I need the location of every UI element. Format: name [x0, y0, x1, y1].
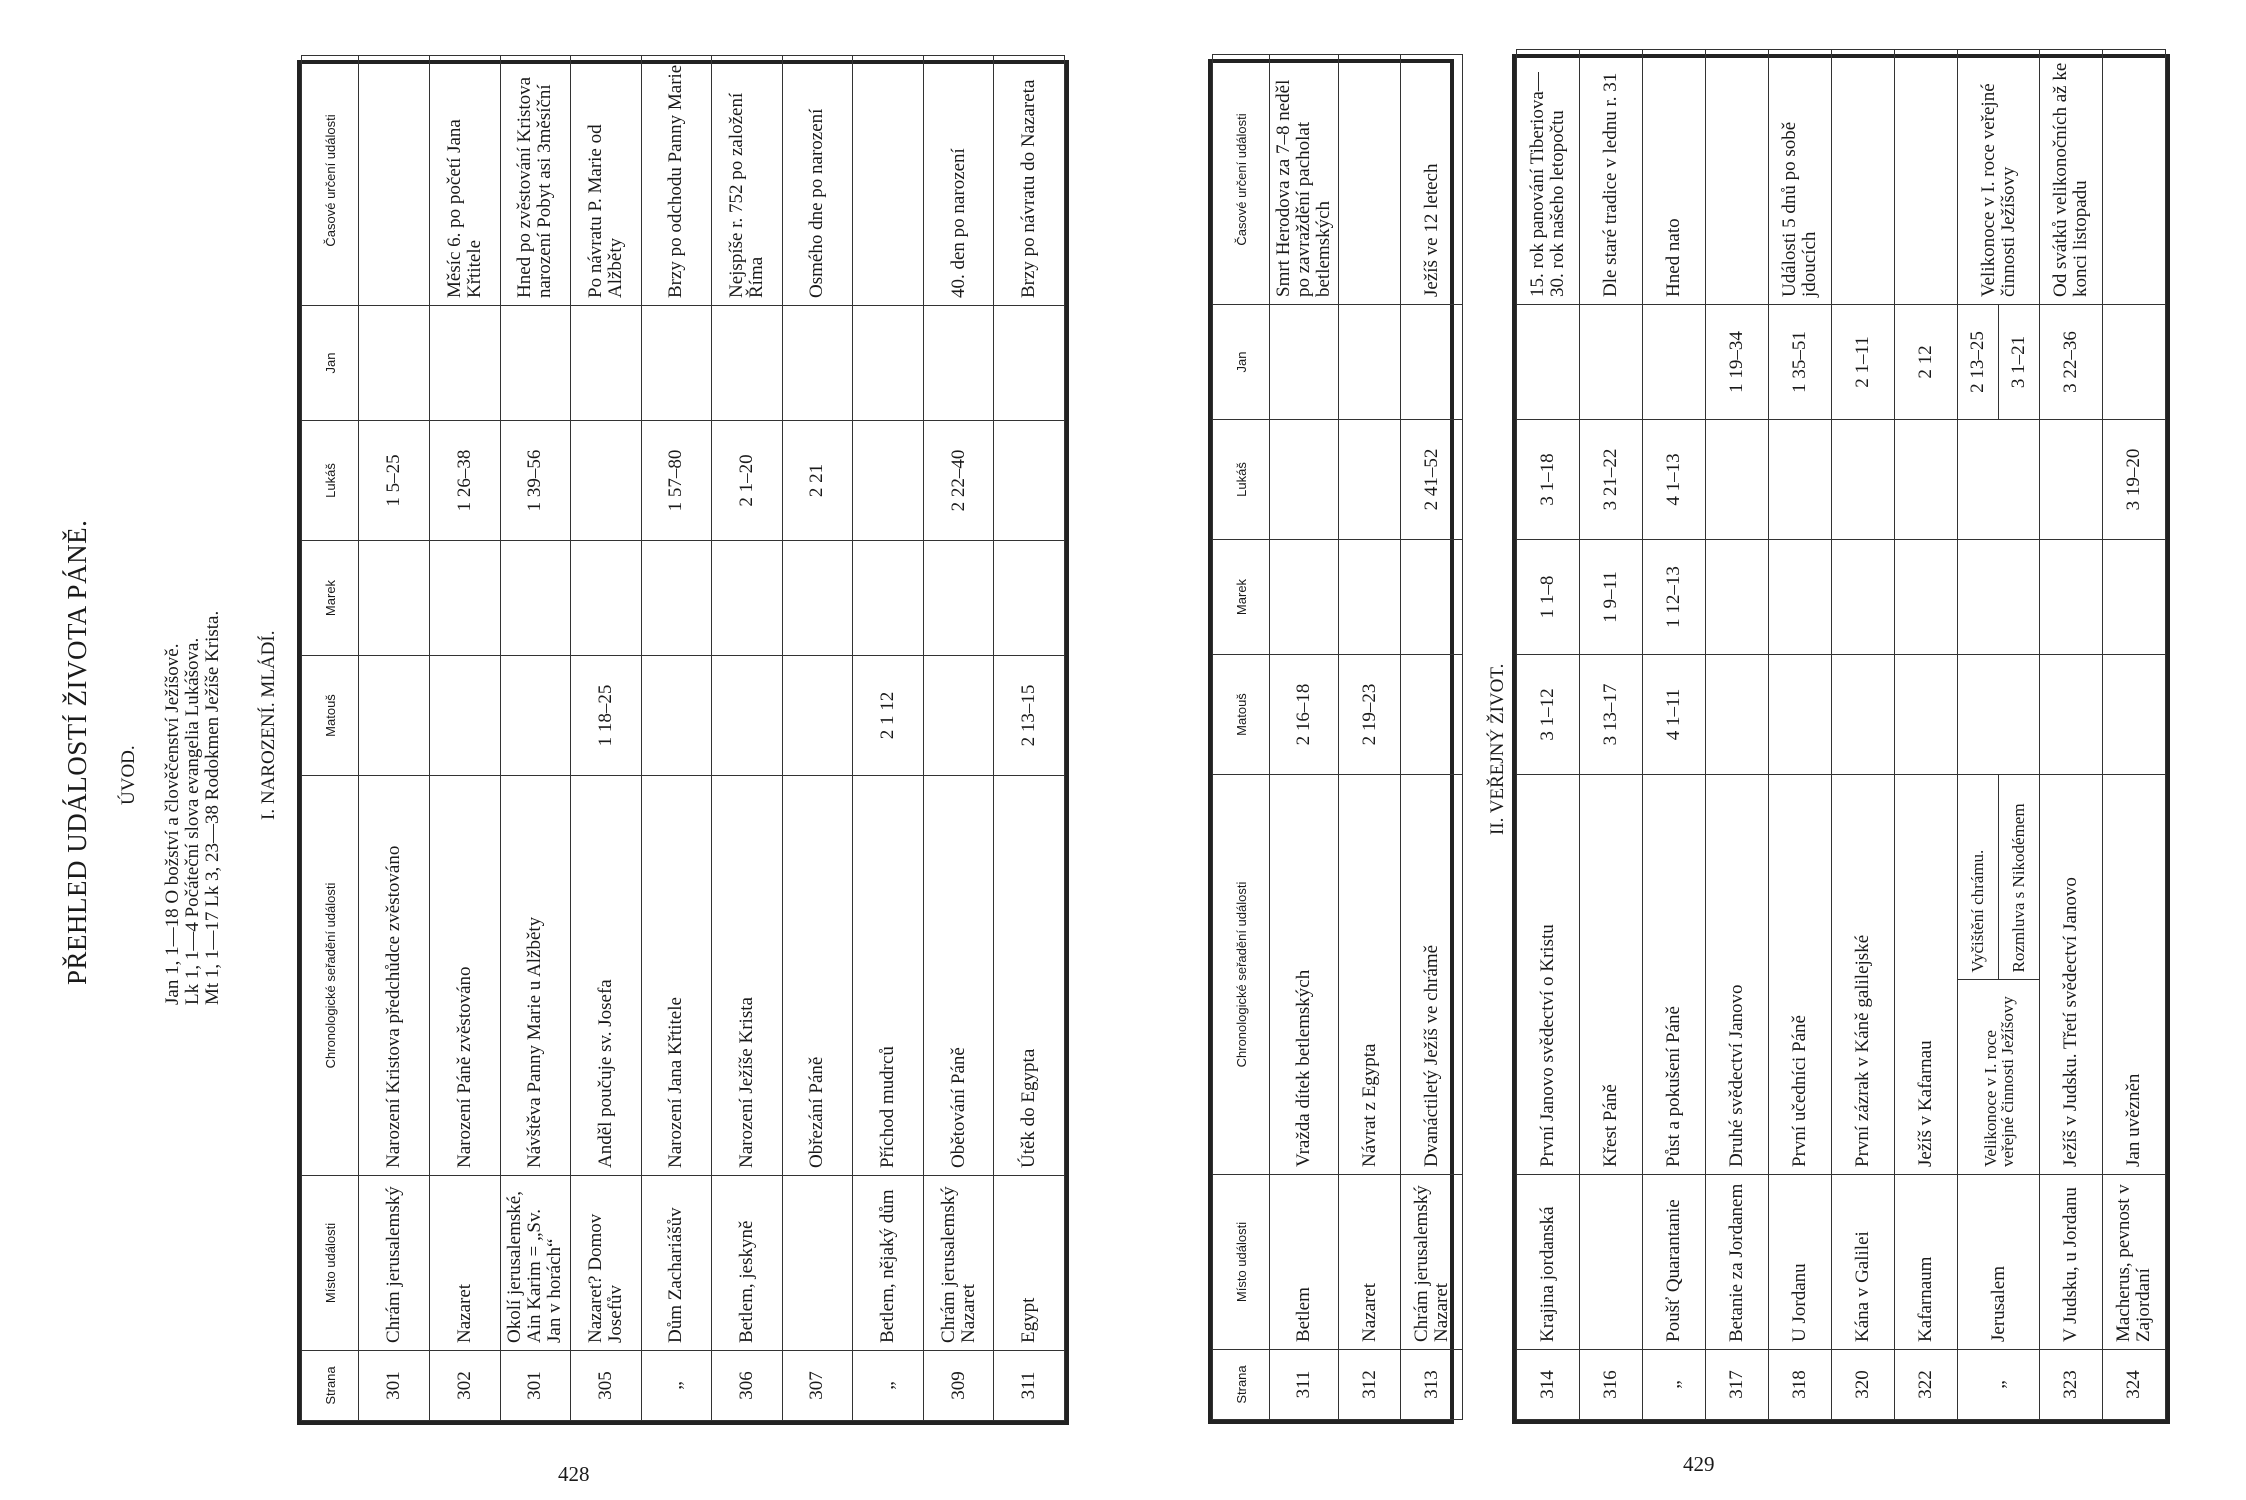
cell-strana: 306: [712, 1351, 783, 1421]
cell-misto: Egypt: [994, 1176, 1065, 1351]
cell-strana: 311: [994, 1351, 1065, 1421]
cell-jan: [994, 306, 1065, 421]
cell-matous: 3 13–17: [1580, 655, 1643, 775]
section-heading-2: II. VEŘEJNÝ ŽIVOT.: [1487, 663, 1508, 835]
header-marek: Marek: [1213, 540, 1270, 655]
cell-lukas: [1339, 420, 1401, 540]
cell-strana: 316: [1580, 1350, 1643, 1420]
cell-matous: 2 13–15: [994, 656, 1065, 776]
cell-jan: [712, 306, 783, 421]
table-row: [2039, 50, 2102, 1420]
cell-misto: Krajina jordanská: [1517, 1175, 1580, 1350]
table-row: [1895, 50, 1958, 1420]
cell-misto: Betlem, nějaký dům: [853, 1176, 924, 1351]
cell-matous: 2 1 12: [853, 656, 924, 776]
cell-marek: [500, 541, 571, 656]
cell-chrono: První Janovo svědectví o Kristu: [1517, 775, 1580, 1175]
cell-casove: [1832, 50, 1895, 305]
cell-lukas: [1958, 420, 2039, 540]
cell-casove: Brzy po odchodu Panny Marie: [641, 56, 712, 306]
intro-line-2: Lk 1, 1—4 Počáteční slova evangelia Lukášova.: [182, 637, 203, 1005]
cell-marek: [359, 541, 430, 656]
cell-strana: 318: [1769, 1350, 1832, 1420]
cell-chrono: Narození Ježíše Krista: [712, 776, 783, 1176]
cell-matous: [1832, 655, 1895, 775]
table-row: [994, 56, 1065, 1421]
header-jan: Jan: [302, 306, 359, 421]
header-casove: Časové určení události: [1213, 55, 1270, 305]
cell-marek: [1339, 540, 1401, 655]
cell-lukas: 1 39–56: [500, 421, 571, 541]
cell-jan: [641, 306, 712, 421]
cell-matous: [500, 656, 571, 776]
cell-lukas: [1270, 420, 1339, 540]
cell-casove: Ježíš ve 12 letech: [1401, 55, 1463, 305]
cell-chrono: Druhé svědectví Janovo: [1706, 775, 1769, 1175]
cell-lukas: [1832, 420, 1895, 540]
cell-chrono: Křest Páně: [1580, 775, 1643, 1175]
table-row: [1958, 50, 1999, 1420]
header-marek: Marek: [302, 541, 359, 656]
header-chrono: Chronologické seřadění události: [1213, 775, 1270, 1175]
cell-strana: 305: [571, 1351, 642, 1421]
cell-marek: [782, 541, 853, 656]
table-verejny-zivot: [1512, 54, 2170, 1424]
cell-casove: [1339, 55, 1401, 305]
cell-lukas: [1769, 420, 1832, 540]
cell-jan: 3 22–36: [2039, 305, 2102, 420]
header-misto: Místo události: [1213, 1175, 1270, 1350]
cell-jan: [1517, 305, 1580, 420]
cell-chrono: Ježíš v Kafarnau: [1895, 775, 1958, 1175]
table-row: [1706, 50, 1769, 1420]
cell-chrono-main: Velikonoce v I. roce veřejné činnosti Ježíšovy: [1958, 980, 2038, 1174]
cell-misto: Chrám jerusalemský: [359, 1176, 430, 1351]
cell-misto: Kafarnaum: [1895, 1175, 1958, 1350]
cell-lukas: [571, 421, 642, 541]
cell-lukas: 1 26–38: [429, 421, 500, 541]
table-row: [782, 56, 853, 1421]
intro-line-1: Jan 1, 1—18 O božství a člověčenství Ježíšově.: [162, 643, 183, 1005]
cell-misto: Okolí jerusalemské, Ain Karim = „Sv. Jan v horách“: [500, 1176, 571, 1351]
table-row: [1339, 55, 1401, 1420]
cell-marek: 1 12–13: [1643, 540, 1706, 655]
cell-strana: 313: [1401, 1350, 1463, 1420]
table-mladi: [1208, 59, 1454, 1424]
header-lukas: Lukáš: [1213, 420, 1270, 540]
cell-matous: 2 16–18: [1270, 655, 1339, 775]
cell-casove: 40. den po narození: [923, 56, 994, 306]
intro-heading: ÚVOD.: [118, 745, 139, 805]
cell-casove: Měsíc 6. po početí Jana Křtitele: [429, 56, 500, 306]
cell-matous: [1895, 655, 1958, 775]
cell-lukas: 3 21–22: [1580, 420, 1643, 540]
cell-matous: 1 18–25: [571, 656, 642, 776]
cell-matous: [923, 656, 994, 776]
cell-lukas: 2 1–20: [712, 421, 783, 541]
header-matous: Matouš: [1213, 655, 1270, 775]
cell-jan: 1 35–51: [1769, 305, 1832, 420]
cell-misto: Dům Zachariášův: [641, 1176, 712, 1351]
cell-matous: 2 19–23: [1339, 655, 1401, 775]
header-casove: Časové určení události: [302, 56, 359, 306]
cell-misto: Jerusalem: [1958, 1175, 2039, 1350]
cell-misto: Macherus, pevnost v Zajordaní: [2102, 1175, 2165, 1350]
cell-lukas: 2 22–40: [923, 421, 994, 541]
cell-casove: Nejspíše r. 752 po založení Říma: [712, 56, 783, 306]
page-number-left: 428: [558, 1462, 590, 1486]
cell-casove: Brzy po návratu do Nazareta: [994, 56, 1065, 306]
cell-jan: [571, 306, 642, 421]
cell-lukas: [994, 421, 1065, 541]
cell-chrono: Narození Kristova předchůdce zvěstováno: [359, 776, 430, 1176]
table-narozeni: [297, 60, 1069, 1425]
cell-misto: V Judsku, u Jordanu: [2039, 1175, 2102, 1350]
cell-casove: 15. rok panování Tiberiova—30. rok našeho letopočtu: [1517, 50, 1580, 305]
cell-marek: [571, 541, 642, 656]
cell-lukas: [1706, 420, 1769, 540]
cell-strana: 302: [429, 1351, 500, 1421]
cell-marek: [923, 541, 994, 656]
table-row: [923, 56, 994, 1421]
cell-lukas: [1895, 420, 1958, 540]
table-row: [2102, 50, 2165, 1420]
table-row: [712, 56, 783, 1421]
cell-chrono: Dvanáctiletý Ježíš ve chrámě: [1401, 775, 1463, 1175]
cell-misto: Betlem, jeskyně: [712, 1176, 783, 1351]
cell-misto: [782, 1176, 853, 1351]
cell-matous: [782, 656, 853, 776]
cell-marek: [429, 541, 500, 656]
cell-matous: [1706, 655, 1769, 775]
page-number-right: 429: [1683, 1452, 1715, 1476]
cell-jan: [429, 306, 500, 421]
cell-matous: 3 1–12: [1517, 655, 1580, 775]
cell-marek: [712, 541, 783, 656]
header-lukas: Lukáš: [302, 421, 359, 541]
cell-matous: [1401, 655, 1463, 775]
cell-marek: [641, 541, 712, 656]
header-matous: Matouš: [302, 656, 359, 776]
cell-marek: [1401, 540, 1463, 655]
cell-marek: [1895, 540, 1958, 655]
cell-misto: Chrám jerusalemský Nazaret: [923, 1176, 994, 1351]
header-strana: Strana: [1213, 1350, 1270, 1420]
cell-chrono: Narození Jana Křtitele: [641, 776, 712, 1176]
cell-jan: [2102, 305, 2165, 420]
cell-jan: [359, 306, 430, 421]
cell-strana: „: [1958, 1350, 2039, 1420]
cell-jan: [1580, 305, 1643, 420]
cell-matous: [359, 656, 430, 776]
cell-casove: Hned po zvěstování Kristova narození Pobyt asi 3měsíční: [500, 56, 571, 306]
cell-matous: [2102, 655, 2165, 775]
cell-lukas: 1 5–25: [359, 421, 430, 541]
table-row: [1580, 50, 1643, 1420]
cell-marek: 1 1–8: [1517, 540, 1580, 655]
cell-matous: 4 1–11: [1643, 655, 1706, 775]
cell-chrono: [1958, 775, 2039, 1175]
cell-chrono: Vražda dítek betlemských: [1270, 775, 1339, 1175]
cell-marek: [994, 541, 1065, 656]
cell-jan: [782, 306, 853, 421]
cell-strana: 317: [1706, 1350, 1769, 1420]
cell-casove: Po návratu P. Marie od Alžběty: [571, 56, 642, 306]
cell-strana: 301: [359, 1351, 430, 1421]
cell-jan: 3 1–21: [1999, 305, 2040, 420]
cell-chrono-b: Rozmluva s Nikodémem: [2008, 803, 2028, 973]
cell-jan: 2 1–11: [1832, 305, 1895, 420]
cell-lukas: 3 19–20: [2102, 420, 2165, 540]
cell-misto: Poušť Quarantanie: [1643, 1175, 1706, 1350]
cell-casove: Dle staré tradice v lednu r. 31: [1580, 50, 1643, 305]
cell-jan: [500, 306, 571, 421]
cell-jan: [1270, 305, 1339, 420]
table-row: [1270, 55, 1339, 1420]
table-row: [641, 56, 712, 1421]
cell-lukas: 1 57–80: [641, 421, 712, 541]
cell-chrono: Příchod mudrců: [853, 776, 924, 1176]
cell-marek: [1270, 540, 1339, 655]
cell-chrono: Jan uvězněn: [2102, 775, 2165, 1175]
table-row: [1401, 55, 1463, 1420]
cell-casove: Události 5 dnů po sobě jdoucích: [1769, 50, 1832, 305]
cell-lukas: 3 1–18: [1517, 420, 1580, 540]
cell-casove: [1895, 50, 1958, 305]
cell-marek: [1832, 540, 1895, 655]
table-row: [1832, 50, 1895, 1420]
cell-jan: [853, 306, 924, 421]
cell-strana: 309: [923, 1351, 994, 1421]
cell-misto: U Jordanu: [1769, 1175, 1832, 1350]
cell-chrono: První zázrak v Káně galilejské: [1832, 775, 1895, 1175]
table-row: [1643, 50, 1706, 1420]
cell-jan: 2 13–25: [1958, 305, 1999, 420]
table-row: [359, 56, 430, 1421]
cell-chrono: Půst a pokušení Páně: [1643, 775, 1706, 1175]
cell-lukas: 2 21: [782, 421, 853, 541]
table-row: [853, 56, 924, 1421]
cell-casove: [359, 56, 430, 306]
table-row: [429, 56, 500, 1421]
cell-chrono: Návrat z Egypta: [1339, 775, 1401, 1175]
cell-chrono: Obětování Páně: [923, 776, 994, 1176]
cell-lukas: [853, 421, 924, 541]
cell-chrono-a: Vyčištění chrámu.: [1958, 775, 1998, 980]
cell-jan: [1339, 305, 1401, 420]
cell-chrono: Obřezání Páně: [782, 776, 853, 1176]
cell-casove: Osmého dne po narození: [782, 56, 853, 306]
cell-chrono: Narození Páně zvěstováno: [429, 776, 500, 1176]
table-row: [1517, 50, 1580, 1420]
cell-jan: 1 19–34: [1706, 305, 1769, 420]
cell-chrono: Ježíš v Judsku. Třetí svědectví Janovo: [2039, 775, 2102, 1175]
cell-strana: „: [853, 1351, 924, 1421]
cell-casove: [2102, 50, 2165, 305]
intro-line-3: Mt 1, 1—17 Lk 3, 23—38 Rodokmen Ježíše Krista.: [202, 610, 223, 1005]
cell-casove: Hned nato: [1643, 50, 1706, 305]
header-chrono: Chronologické seřadění události: [302, 776, 359, 1176]
cell-casove: Smrt Herodova za 7–8 neděl po zavraždění pacholat betlemských: [1270, 55, 1339, 305]
cell-strana: 322: [1895, 1350, 1958, 1420]
cell-chrono: Návštěva Panny Marie u Alžběty: [500, 776, 571, 1176]
header-jan: Jan: [1213, 305, 1270, 420]
cell-marek: [1769, 540, 1832, 655]
table-row: [500, 56, 571, 1421]
cell-matous: [712, 656, 783, 776]
header-misto: Místo události: [302, 1176, 359, 1351]
table-row: [1769, 50, 1832, 1420]
header-strana: Strana: [302, 1351, 359, 1421]
cell-marek: [2039, 540, 2102, 655]
cell-misto: Kána v Galilei: [1832, 1175, 1895, 1350]
cell-misto: Nazaret: [429, 1176, 500, 1351]
cell-strana: 301: [500, 1351, 571, 1421]
cell-misto: [1580, 1175, 1643, 1350]
cell-matous: [641, 656, 712, 776]
cell-misto: Betanie za Jordanem: [1706, 1175, 1769, 1350]
cell-chrono: Útěk do Egypta: [994, 776, 1065, 1176]
cell-matous: [1769, 655, 1832, 775]
cell-jan: [1401, 305, 1463, 420]
cell-strana: 323: [2039, 1350, 2102, 1420]
cell-strana: 307: [782, 1351, 853, 1421]
page-title: PŘEHLED UDÁLOSTÍ ŽIVOTA PÁNĚ.: [62, 519, 92, 985]
cell-misto: Chrám jerusalemský Nazaret: [1401, 1175, 1463, 1350]
section-heading-1: I. NAROZENÍ. MLÁDÍ.: [258, 630, 279, 820]
cell-casove: Velikonoce v I. roce veřejné činnosti Ježíšovy: [1958, 50, 2039, 305]
cell-marek: [1706, 540, 1769, 655]
cell-strana: „: [1643, 1350, 1706, 1420]
cell-matous: [1958, 655, 2039, 775]
cell-lukas: 2 41–52: [1401, 420, 1463, 540]
cell-casove: Od svátků velikonočních až ke konci listopadu: [2039, 50, 2102, 305]
cell-jan: [1643, 305, 1706, 420]
cell-strana: 312: [1339, 1350, 1401, 1420]
cell-misto: Nazaret: [1339, 1175, 1401, 1350]
cell-strana: 324: [2102, 1350, 2165, 1420]
cell-marek: [2102, 540, 2165, 655]
cell-chrono: První učedníci Páně: [1769, 775, 1832, 1175]
cell-marek: 1 9–11: [1580, 540, 1643, 655]
cell-matous: [2039, 655, 2102, 775]
cell-casove: [1706, 50, 1769, 305]
cell-jan: 2 12: [1895, 305, 1958, 420]
cell-casove: [853, 56, 924, 306]
cell-strana: 320: [1832, 1350, 1895, 1420]
cell-strana: „: [641, 1351, 712, 1421]
cell-jan: [923, 306, 994, 421]
cell-lukas: 4 1–13: [1643, 420, 1706, 540]
cell-lukas: [2039, 420, 2102, 540]
cell-chrono: Anděl poučuje sv. Josefa: [571, 776, 642, 1176]
cell-marek: [1958, 540, 2039, 655]
cell-misto: Betlem: [1270, 1175, 1339, 1350]
table-row: [571, 56, 642, 1421]
cell-marek: [853, 541, 924, 656]
cell-strana: 311: [1270, 1350, 1339, 1420]
cell-strana: 314: [1517, 1350, 1580, 1420]
cell-misto: Nazaret? Domov Josefův: [571, 1176, 642, 1351]
cell-matous: [429, 656, 500, 776]
